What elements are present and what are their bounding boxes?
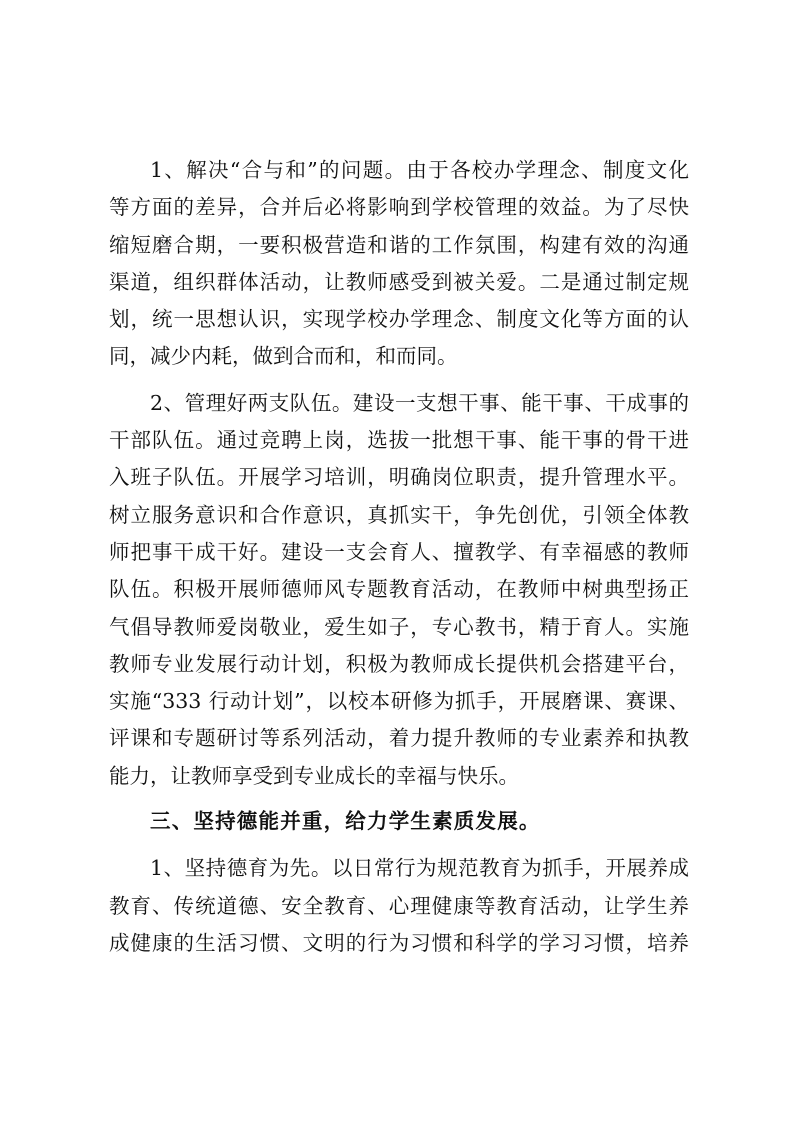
- text-line: 等方面的差异，合并后必将影响到学校管理的效益。为了尽快: [109, 195, 689, 220]
- text-line: 评课和专题研讨等系列活动，着力提升教师的专业素养和执教: [109, 726, 689, 751]
- paragraph-two-teams: [109, 385, 689, 795]
- text-line: 划，统一思想认识，实现学校办学理念、制度文化等方面的认: [109, 307, 689, 332]
- text-line: 入班子队伍。开展学习培训，明确岗位职责，提升管理水平。: [109, 465, 689, 490]
- document-body: [109, 152, 689, 962]
- text-line: 同，减少内耗，做到合而和，和而同。: [109, 344, 458, 369]
- section-heading-block: [109, 803, 689, 840]
- text-line: 实施“333 行动计划”，以校本研修为抓手，开展磨课、赛课、: [109, 689, 689, 714]
- text-line: 教师专业发展行动计划，积极为教师成长提供机会搭建平台，: [109, 651, 689, 676]
- text-line: 2、管理好两支队伍。建设一支想干事、能干事、干成事的: [150, 390, 689, 415]
- text-line: 1、坚持德育为先。以日常行为规范教育为抓手，开展养成: [150, 856, 689, 881]
- paragraph-merge-harmony: [109, 152, 689, 376]
- text-line: 1、解决“合与和”的问题。由于各校办学理念、制度文化: [150, 158, 689, 182]
- section-heading: 三、坚持德能并重，给力学生素质发展。: [150, 809, 541, 834]
- text-line: 渠道，组织群体活动，让教师感受到被关爱。二是通过制定规: [109, 269, 689, 294]
- text-line: 师把事干成干好。建设一支会育人、擅教学、有幸福感的教师: [109, 539, 689, 564]
- text-line: 树立服务意识和合作意识，真抓实干，争先创优，引领全体教: [109, 502, 689, 527]
- text-line: 教育、传统道德、安全教育、心理健康等教育活动，让学生养: [109, 893, 689, 918]
- paragraph-moral-education: [109, 850, 689, 962]
- text-line: 干部队伍。通过竞聘上岗，选拔一批想干事、能干事的骨干进: [109, 428, 689, 453]
- text-line: 气倡导教师爱岗敬业，爱生如子，专心教书，精于育人。实施: [109, 614, 689, 639]
- text-line: 缩短磨合期，一要积极营造和谐的工作氛围，构建有效的沟通: [109, 232, 689, 257]
- text-line: 能力，让教师享受到专业成长的幸福与快乐。: [109, 763, 519, 788]
- text-line: 队伍。积极开展师德师风专题教育活动，在教师中树典型扬正: [109, 577, 689, 602]
- text-line: 成健康的生活习惯、文明的行为习惯和科学的学习习惯，培养: [109, 930, 689, 955]
